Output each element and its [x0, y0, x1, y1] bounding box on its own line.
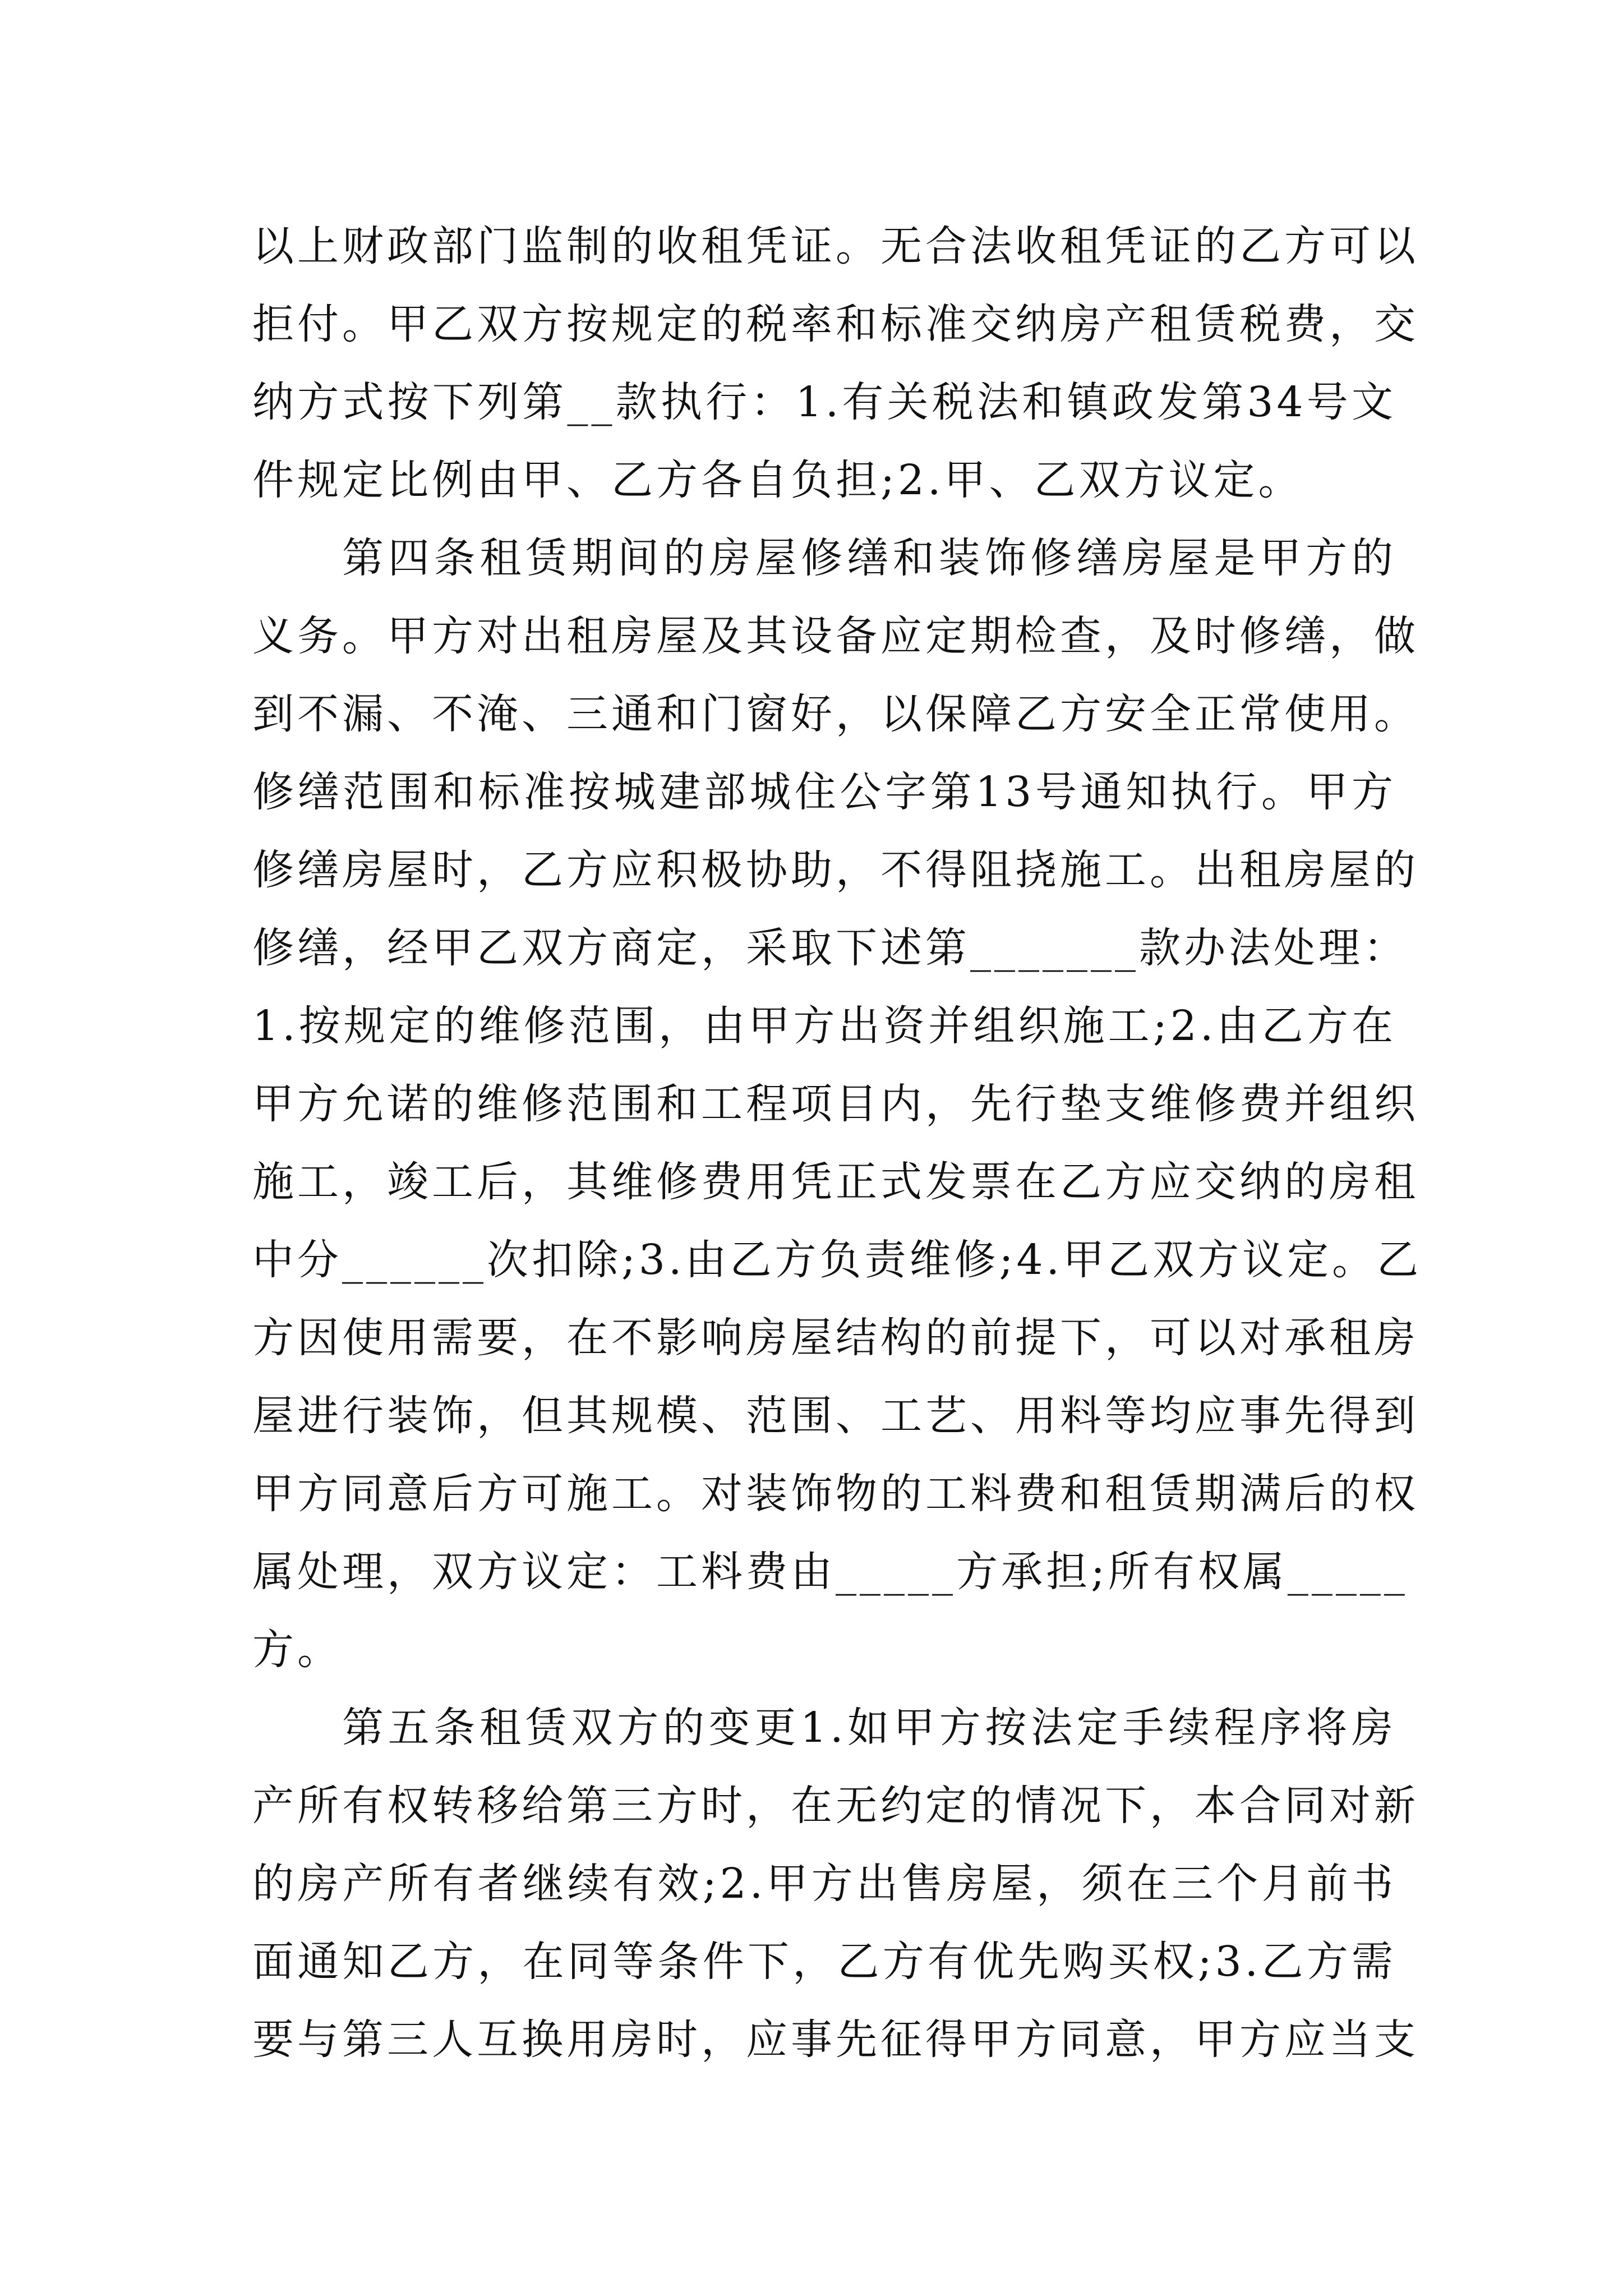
text-line: 施工，竣工后，其维修费用凭正式发票在乙方应交纳的房租 [252, 1158, 1419, 1206]
text-line: 屋进行装饰，但其规模、范围、工艺、用料等均应事先得到 [252, 1392, 1419, 1440]
text-line: 修缮房屋时，乙方应积极协助，不得阻挠施工。出租房屋的 [252, 846, 1419, 894]
text-line: 第四条租赁期间的房屋修缮和装饰修缮房屋是甲方的 [342, 534, 1396, 582]
text-line: 的房产所有者继续有效;2.甲方出售房屋，须在三个月前书 [252, 1860, 1396, 1908]
text-line: 修缮，经甲乙双方商定，采取下述第_______款办法处理： [252, 924, 1408, 972]
text-line: 方。 [252, 1626, 342, 1674]
text-line: 修缮范围和标准按城建部城住公字第13号通知执行。甲方 [252, 768, 1396, 816]
paragraph-article-4-repairs [252, 519, 1422, 1689]
text-line: 面通知乙方，在同等条件下，乙方有优先购买权;3.乙方需 [252, 1938, 1396, 1986]
text-line: 到不漏、不淹、三通和门窗好，以保障乙方安全正常使用。 [252, 690, 1419, 738]
text-line: 第五条租赁双方的变更1.如甲方按法定手续程序将房 [342, 1704, 1396, 1752]
text-line: 件规定比例由甲、乙方各自负担;2.甲、乙双方议定。 [252, 456, 1303, 504]
text-line: 产所有权转移给第三方时，在无约定的情况下，本合同对新 [252, 1782, 1419, 1830]
text-line: 拒付。甲乙双方按规定的税率和标准交纳房产租赁税费，交 [252, 300, 1419, 348]
text-line: 甲方同意后方可施工。对装饰物的工料费和租赁期满后的权 [252, 1470, 1419, 1518]
text-line: 甲方允诺的维修范围和工程项目内，先行垫支维修费并组织 [252, 1080, 1419, 1128]
paragraph-tax-payment [252, 208, 1419, 519]
text-line: 要与第三人互换用房时，应事先征得甲方同意，甲方应当支 [252, 2016, 1419, 2064]
text-line: 纳方式按下列第__款执行：1.有关税法和镇政发第34号文 [252, 378, 1396, 426]
document-body [252, 208, 1422, 2079]
text-line: 义务。甲方对出租房屋及其设备应定期检查，及时修缮，做 [252, 612, 1419, 660]
text-line: 1.按规定的维修范围，由甲方出资并组织施工;2.由乙方在 [252, 1002, 1396, 1050]
text-line: 中分______次扣除;3.由乙方负责维修;4.甲乙双方议定。乙 [252, 1236, 1422, 1284]
text-line: 方因使用需要，在不影响房屋结构的前提下，可以对承租房 [252, 1314, 1419, 1362]
paragraph-article-5-changes [252, 1689, 1419, 2079]
text-line: 属处理，双方议定：工料费由_____方承担;所有权属_____ [252, 1548, 1408, 1596]
text-line: 以上财政部门监制的收租凭证。无合法收租凭证的乙方可以 [252, 222, 1419, 270]
